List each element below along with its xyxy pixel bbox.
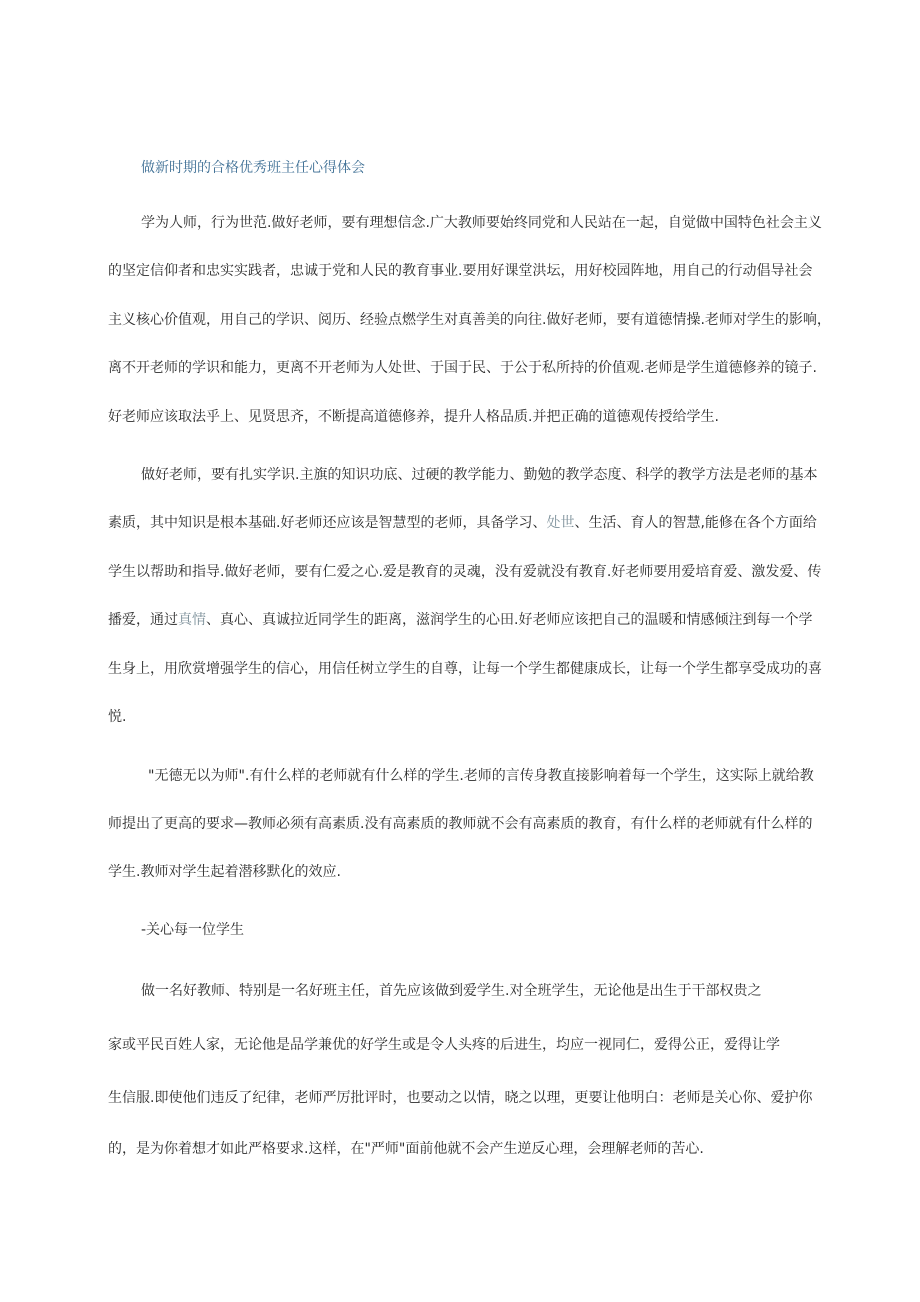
paragraph-3-line-3: 学生.教师对学生起着潜移默化的效应. bbox=[108, 864, 341, 880]
paragraph-2-line-4-after: 、真心、真诚拉近同学生的距离，滋润学生的心田.好老师应该把自己的温暖和情感倾注到每一个学 bbox=[206, 612, 813, 628]
paragraph-2-line-1: 做好老师，要有扎实学识.主旗的知识功底、过硬的教学能力、勤勉的教学态度、科学的教学方法是老师的基本 bbox=[141, 467, 818, 483]
paragraph-4-line-2: 家或平民百姓人家，无论他是品学兼优的好学生或是令人头疼的后进生，均应一视同仁，爱得公正，爱得让学 bbox=[108, 1037, 780, 1053]
paragraph-4-line-4: 的，是为你着想才如此严格要求.这样，在"严师"面前他就不会产生逆反心理，会理解老师的苦心. bbox=[108, 1141, 704, 1157]
paragraph-4-line-3: 生信服.即使他们违反了纪律，老师严厉批评时，也要动之以情，晓之以理，更要让他明白：老师是关心你、爱护你 bbox=[108, 1090, 813, 1106]
paragraph-2-line-2-after: 、生活、育人的智慧,能修在各个方面给 bbox=[574, 515, 817, 531]
paragraph-1-line-2: 的坚定信仰者和忠实实践者，忠诚于党和人民的教育事业.要用好课堂洪坛，用好校园阵地，用自己的行动倡导社会 bbox=[108, 263, 813, 279]
paragraph-2-line-5: 生身上，用欣赏增强学生的信心，用信任树立学生的自尊，让每一个学生都健康成长，让每一个学生都享受成功的喜 bbox=[108, 661, 822, 677]
accent-word-chushi: 处世 bbox=[546, 515, 575, 531]
paragraph-2-line-6: 悦. bbox=[108, 709, 127, 725]
paragraph-1-line-5: 好老师应该取法乎上、见贤思齐，不断提高道德修养，提升人格品质.并把正确的道德观传授给学生. bbox=[108, 409, 719, 425]
paragraph-2-line-2-before: 素质，其中知识是根本基础.好老师还应该是智慧型的老师，具备学习、 bbox=[108, 515, 547, 531]
paragraph-3-line-2: 师提出了更高的要求—教师必须有高素质.没有高素质的教师就不会有高素质的教育，有什么样的老师就有什么样的 bbox=[108, 816, 813, 832]
paragraph-3-line-1: "无德无以为师".有什么样的老师就有什么样的学生.老师的言传身教直接影响着每一个学生，这实际上就给教 bbox=[148, 768, 814, 784]
paragraph-2-line-2 bbox=[108, 513, 817, 533]
paragraph-1-line-3: 主义核心价值观，用自己的学识、阅历、经验点燃学生对真善美的向往.做好老师，要有道德情操.老师对学生的影响， bbox=[108, 312, 831, 328]
paragraph-4-line-1: 做一名好教师、特别是一名好班主任，首先应该做到爱学生.对全班学生，无论他是出生于干部权贵之 bbox=[141, 983, 762, 999]
paragraph-2-line-3: 学生以帮助和指导.做好老师，要有仁爱之心.爱是教育的灵魂，没有爱就没有教育.好老师要用爱培育爱、激发爱、传 bbox=[108, 564, 822, 580]
paragraph-1-line-1: 学为人师，行为世范.做好老师，要有理想信念.广大教师要始终同党和人民站在一起，自觉做中国特色社会主义 bbox=[141, 215, 822, 231]
section-heading: -关心每一位学生 bbox=[141, 922, 245, 938]
document-title: 做新时期的合格优秀班主任心得体会 bbox=[141, 160, 365, 176]
paragraph-1-line-4: 离不开老师的学识和能力，更离不开老师为人处世、于国于民、于公于私所持的价值观.老师是学生道德修养的镜子. bbox=[108, 360, 817, 376]
paragraph-2-line-4-before: 播爱，通过 bbox=[108, 612, 178, 628]
accent-word-zhenqing: 真情 bbox=[178, 612, 206, 628]
paragraph-2-line-4 bbox=[108, 610, 812, 630]
